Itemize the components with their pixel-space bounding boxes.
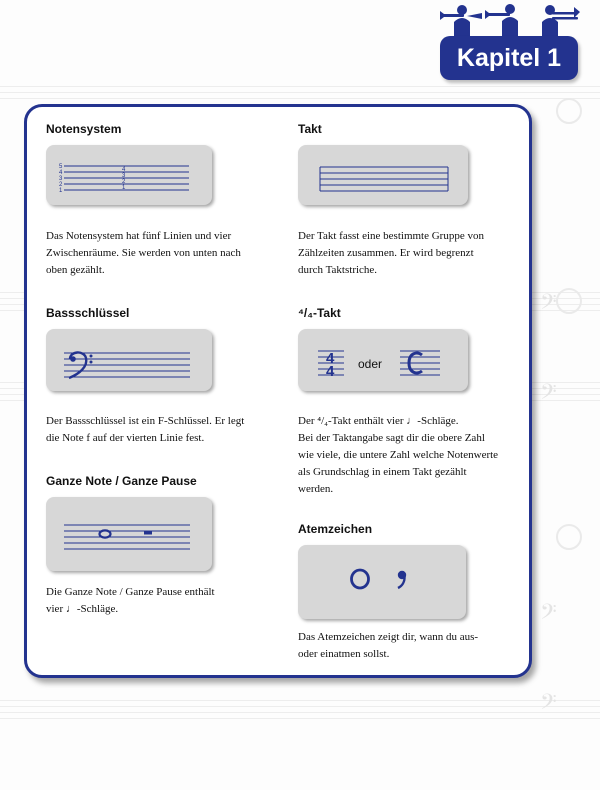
space-number: 4 bbox=[122, 167, 126, 173]
chapter-badge: Kapitel 1 bbox=[440, 36, 578, 80]
breath-mark-icon bbox=[398, 571, 406, 588]
atemzeichen-text: Das Atemzeichen zeigt dir, wann du aus- oder einatmen sollst. bbox=[298, 631, 479, 660]
ganze-text: Die Ganze Note / Ganze Pause enthält vier ♩-Schläge. bbox=[46, 586, 215, 615]
ganze-title: Ganze Note / Ganze Pause bbox=[46, 474, 197, 488]
staff-diagram bbox=[46, 145, 212, 205]
viervierteltakt-card bbox=[298, 329, 468, 391]
bassschluessel-card bbox=[46, 329, 212, 391]
bass-clef-diagram bbox=[46, 329, 212, 391]
time-signature-diagram bbox=[298, 329, 468, 391]
line-number: 5 bbox=[59, 164, 63, 170]
notensystem-text: Das Notensystem hat fünf Linien und vier Zwischenräume. Sie werden von unten nach oben gezählt. bbox=[46, 230, 241, 276]
notensystem-title: Notensystem bbox=[46, 122, 122, 136]
notensystem-card bbox=[46, 145, 212, 205]
space-number: 1 bbox=[122, 185, 126, 191]
whole-rest-icon bbox=[144, 531, 152, 535]
bassschluessel-title: Bassschlüssel bbox=[46, 306, 130, 320]
space-number: 2 bbox=[122, 179, 126, 185]
time-top: 4 bbox=[326, 350, 335, 367]
time-bottom: 4 bbox=[326, 363, 335, 380]
ring-icon bbox=[352, 570, 369, 588]
whole-note-rest-diagram bbox=[46, 497, 212, 571]
takt-title: Takt bbox=[298, 122, 322, 136]
line-number: 3 bbox=[59, 176, 63, 182]
takt-text: Der Takt fasst eine bestimmte Gruppe von Zählzeiten zusammen. Er wird begrenzt durch Taktstriche. bbox=[298, 230, 484, 276]
measure-diagram bbox=[298, 145, 468, 205]
line-number: 2 bbox=[59, 182, 63, 188]
space-number: 3 bbox=[122, 173, 126, 179]
line-number: 4 bbox=[59, 170, 63, 176]
or-label: oder bbox=[358, 357, 383, 371]
atemzeichen-card bbox=[298, 545, 466, 619]
ganze-card bbox=[46, 497, 212, 571]
bassschluessel-text: Der Bassschlüssel ist ein F-Schlüssel. Er legt die Note f auf der vierten Linie fest. bbox=[46, 415, 245, 444]
breath-mark-diagram bbox=[298, 545, 466, 619]
viervierteltakt-title: ⁴/₄-Takt bbox=[298, 306, 341, 320]
line-number: 1 bbox=[59, 188, 63, 194]
atemzeichen-title: Atemzeichen bbox=[298, 522, 373, 536]
whole-note-icon bbox=[100, 530, 111, 537]
viervierteltakt-text: Der ⁴/₄-Takt enthält vier ♩-Schläge. Bei der Taktangabe sagt dir die obere Zahl wie viele, die untere Zahl welche Notenwerte als Grundschlag in einem Takt gezählt werden. bbox=[298, 415, 499, 495]
takt-card bbox=[298, 145, 468, 205]
